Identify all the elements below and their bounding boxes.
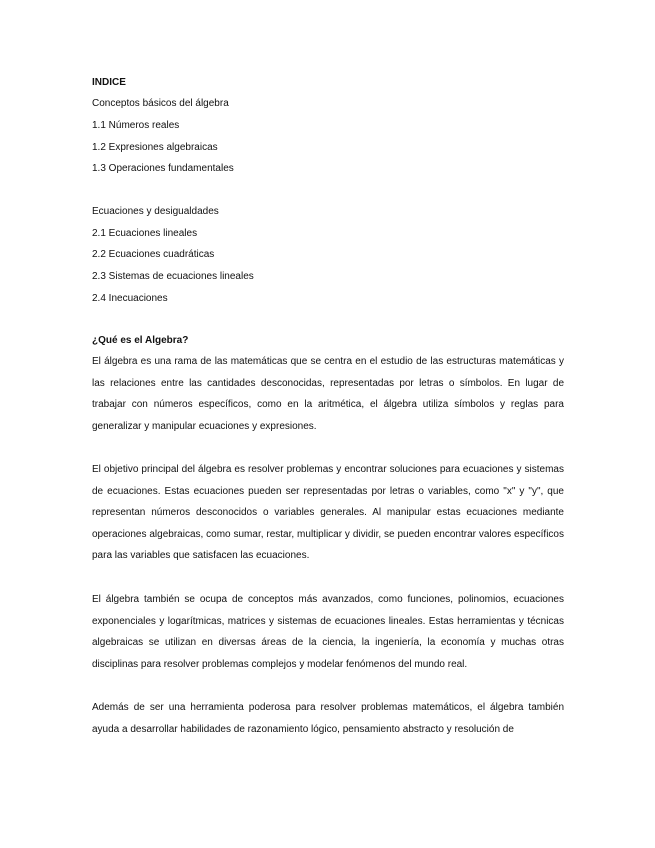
article-paragraph-3: El álgebra también se ocupa de conceptos más avanzados, como funciones, polinomios, ecuaciones exponenciales y logarítmicas, matrices y sistemas de ecuaciones lineales. Estas herramientas y técnicas algebraicas se utilizan en diversas áreas de la ciencia, la ingeniería, la economía y muchas otras disciplinas para resolver problemas complejos y modelar fenómenos del mundo real. xyxy=(92,594,564,670)
article-paragraph-4: Además de ser una herramienta poderosa para resolver problemas matemáticos, el álgebra también ayuda a desarrollar habilidades de razonamiento lógico, pensamiento abstracto y resolución de xyxy=(92,702,564,735)
index-title: INDICE xyxy=(92,77,126,88)
article-paragraph-2: El objetivo principal del álgebra es resolver problemas y encontrar soluciones para ecuaciones y sistemas de ecuaciones. Estas ecuaciones pueden ser representadas por letras o variables, como "x" y "y", que representan números desconocidos o variables generales. Al manipular estas ecuaciones mediante operaciones algebraicas, como sumar, restar, multiplicar y dividir, se pueden encontrar valores específicos para las variables que satisfacen las ecuaciones. xyxy=(92,464,564,562)
index-item-1-1: 1.1 Números reales xyxy=(92,120,180,131)
article-paragraph-1: El álgebra es una rama de las matemáticas que se centra en el estudio de las estructuras matemáticas y las relaciones entre las cantidades desconocidas, representadas por letras o símbolos. En lugar de trabajar con números específicos, como en la aritmética, el álgebra utiliza símbolos y reglas para generalizar y manipular ecuaciones y expresiones. xyxy=(92,356,564,432)
index-item-2-3: 2.3 Sistemas de ecuaciones lineales xyxy=(92,271,254,282)
index-item-2-2: 2.2 Ecuaciones cuadráticas xyxy=(92,249,215,260)
index-item-1-2: 1.2 Expresiones algebraicas xyxy=(92,142,218,153)
index-item-1-3: 1.3 Operaciones fundamentales xyxy=(92,163,234,174)
index-item-2-1: 2.1 Ecuaciones lineales xyxy=(92,228,198,239)
index-section1-heading: Conceptos básicos del álgebra xyxy=(92,98,229,109)
index-item-2-4: 2.4 Inecuaciones xyxy=(92,293,168,304)
article-heading: ¿Qué es el Algebra? xyxy=(92,335,189,346)
index-section2-heading: Ecuaciones y desigualdades xyxy=(92,206,219,217)
